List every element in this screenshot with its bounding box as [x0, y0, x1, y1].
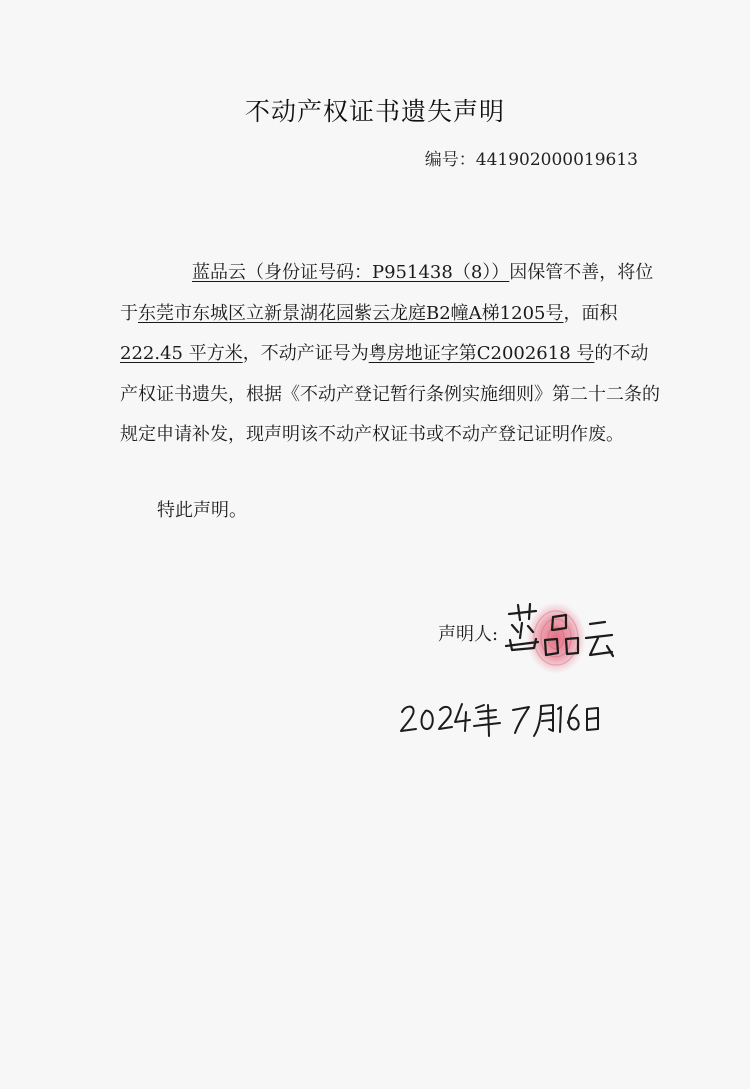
- declarant-name-id: 蓝品云（身份证号码：P951438（8））: [192, 262, 510, 283]
- property-area: 222.45 平方米: [120, 343, 243, 364]
- area-prefix: ，面积: [563, 302, 618, 324]
- property-address: 东莞市东城区立新景湖花园紫云龙庭B2幢A梯1205号: [138, 302, 564, 324]
- address-prefix: 将位于: [120, 262, 654, 324]
- handwritten-date: [401, 704, 598, 736]
- declaration-closing-text: 的不动产权证书遗失，根据《不动产登记暂行条例实施细则》第二十二条的规定申请补发，现声明该不动产权证书或不动产登记证明作废。: [120, 343, 660, 445]
- cert-prefix: ，不动产证号为: [242, 343, 369, 364]
- certificate-number: 粤房地证字第C2002618 号: [368, 343, 595, 364]
- document-title: 不动产权证书遗失声明: [244, 97, 505, 126]
- closing-statement: 特此声明。: [157, 500, 247, 521]
- document-number: 编号：441902000019613: [424, 150, 638, 170]
- declarant-label: 声明人:: [438, 624, 499, 645]
- intro-rest: 因保管不善，: [509, 262, 618, 283]
